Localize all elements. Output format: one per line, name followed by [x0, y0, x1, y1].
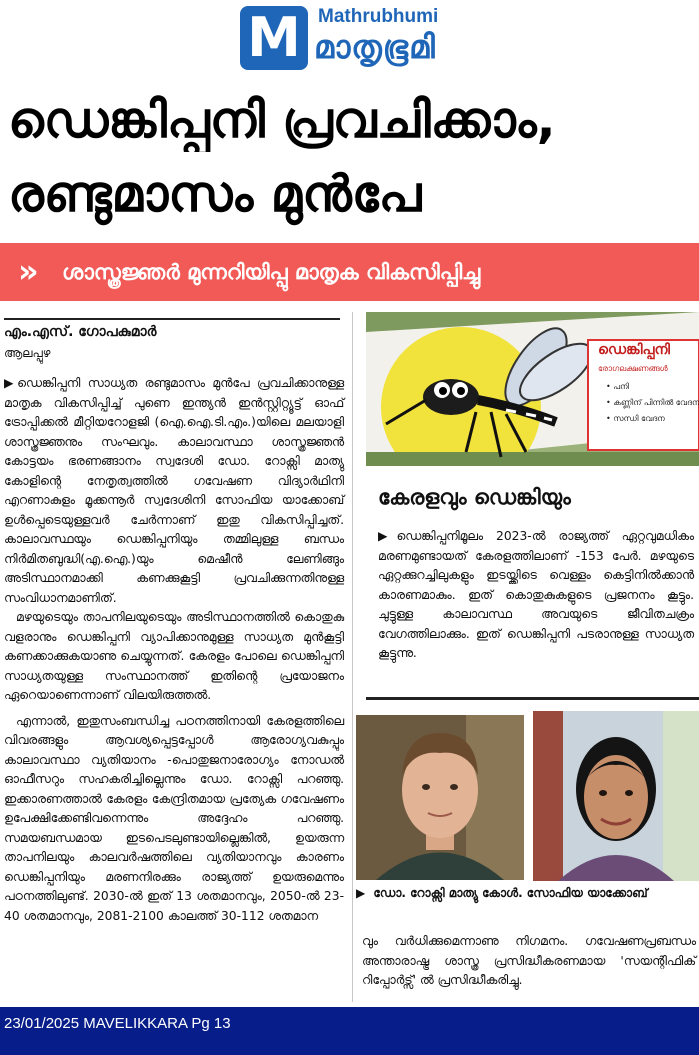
logo-letter: M: [247, 6, 301, 69]
sidebar-title: കേരളവും ഡെങ്കിയും: [378, 485, 571, 509]
photo-caption-text: ഡോ. റോക്സി മാത്യു കോൾ. സോഫിയ യാക്കോബ്: [373, 886, 648, 900]
portrait-sophia-jacob: [533, 711, 699, 881]
masthead: [0, 0, 699, 78]
wall-sign-subtitle: രോഗലക്ഷണങ്ങൾ: [598, 364, 668, 373]
portrait-man-illustration: [356, 715, 524, 880]
footer-bar: [0, 1007, 699, 1055]
article-paragraph-2: മഴയുടെയും താപനിലയുടെയും അടിസ്ഥാനത്തിൽ കൊതുകു വളരാനും ഡെങ്കിപ്പനി വ്യാപിക്കാനുമുള്ള സാധ്യത മുൻകൂട്ടി കണക്കാക്കുകയാണു ചെയ്യുന്നത്. കേരളം പോലെ ഡെങ്കിപ്പനി സാധ്യതയുള്ള സംസ്ഥാനത്ത് ഇതിന്റെ പ്രയോജനം ഏറെയാണെന്നാണ് വിലയിരുത്തൽ.: [4, 610, 344, 702]
article-paragraph-3: എന്നാൽ, ഇതുസംബന്ധിച്ച പഠനത്തിനായി കേരളത്തിലെ വിവരങ്ങളും ആവശ്യപ്പെട്ടപ്പോൾ ആരോഗ്യവകുപ്പും കാലാവസ്ഥാ വ്യതിയാനം -പൊതുജനാരോഗ്യം നോഡൽ ഓഫീസറും സഹകരിച്ചില്ലെന്നും ഡോ. റോക്സി പറഞ്ഞു. ഇക്കാരണത്താൽ കേരളം കേന്ദ്രിതമായ പ്രത്യേക ഗവേഷണം ഉപേക്ഷിക്കേണ്ടിവന്നെന്നും അദ്ദേഹം പറഞ്ഞു. സമയബന്ധമായ ഇടപെടലുണ്ടായില്ലെങ്കിൽ, ഉയരുന്ന താപനിലയും കാലവർഷത്തിലെ വ്യതിയാനവും കാരണം ഡെങ്കിപ്പനിയും മരണനിരക്കും രാജ്യത്ത് ഉയരുമെന്നും പഠനത്തിലുണ്ട്. 2030-ൽ ഇത് 13 ശതമാനവും, 2050-ൽ 23-40 ശതമാനവും, 2081-2100 കാലത്ത് 30-112 ശതമാന: [4, 713, 344, 923]
play-triangle-icon: ▶: [356, 886, 366, 900]
wall-sign-item-1: • പനി: [606, 382, 629, 391]
brand-english: Mathrubhumi: [318, 6, 439, 27]
sidebar-bottom-rule: [366, 697, 699, 700]
article-paragraph-1: ▶ഡെങ്കിപ്പനി സാധ്യത രണ്ടുമാസം മുൻപേ പ്രവചിക്കാനുള്ള മാതൃക വികസിപ്പിച്ച് പുണെ ഇന്ത്യൻ ഇൻസ്റ്റിറ്റ്യൂട്ട് ഓഫ് ട്രോപ്പിക്കൽ മീറ്റിയറോളജി (ഐ.ഐ.ടി.എം.)യിലെ മലയാളി ശാസ്ത്രജ്ഞനും സംഘവും. കാലാവസ്ഥാ ശാസ്ത്രജ്ഞൻ കോട്ടയം ഭരണങ്ങാനം സ്വദേശി ഡോ. റോക്സി മാത്യു കോളിന്റെ നേതൃത്വത്തിൽ ഗവേഷണ വിദ്യാർഥിനി എറണാകുളം മൂക്കന്നൂർ സ്വദേശിനി സോഫിയ യാക്കോബ് ഉൾപ്പെടെയുള്ളവർ ചേർന്നാണ് ഇതു വികസിപ്പിച്ചത്. കാലാവസ്ഥയും ഡെങ്കിപ്പനിയും തമ്മിലുള്ള ബന്ധം നിർമിതബുദ്ധി(എ.ഐ.)യും മെഷീൻ ലേണിങ്ങും അടിസ്ഥാനമാക്കി കണക്കുകൂട്ടി പ്രവചിക്കുന്നതിനുള്ള സംവിധാനമാണിത്.: [4, 376, 344, 605]
column-top-rule: [4, 318, 340, 320]
logo-m-box: [240, 6, 308, 70]
wall-sign-title: ഡെങ്കിപ്പനി: [598, 342, 670, 358]
dateline-place: ആലപ്പുഴ: [4, 346, 51, 360]
footer-edition-text: 23/01/2025 MAVELIKKARA Pg 13: [4, 1015, 231, 1032]
headline-line-2: രണ്ടുമാസം മുൻപേ: [8, 165, 422, 223]
portrait-woman-illustration: [533, 711, 699, 881]
photo-caption: [356, 886, 648, 901]
column-divider: [352, 312, 353, 1002]
double-chevron-right-icon: »: [18, 252, 39, 290]
mosquito-illustration: [366, 312, 699, 466]
subheadline-bar: [0, 243, 699, 301]
portrait-roxy-mathew-koll: [356, 715, 524, 880]
headline-line-1: ഡെങ്കിപ്പനി പ്രവചിക്കാം,: [8, 91, 556, 149]
byline: എം.എസ്. ഗോപകുമാർ: [4, 324, 157, 340]
subheadline-text: ശാസ്ത്രജ്ഞർ മുന്നറിയിപ്പു മാതൃക വികസിപ്പിച്ചു: [62, 260, 481, 284]
brand-malayalam: മാതൃഭൂമി: [314, 28, 436, 66]
article-body: [4, 374, 344, 926]
sidebar-body: ▶ഡെങ്കിപ്പനിമൂലം 2023-ൽ രാജ്യത്ത് ഏറ്റവുമധികം മരണമുണ്ടായത് കേരളത്തിലാണ് -153 പേർ. മഴയുടെ ഏറ്റക്കുറച്ചിലുകളും ഇടയ്ക്കിടെ വെള്ളം കെട്ടിനിൽക്കാൻ കാരണമാകും. ഇത് കൊതുകുകളുടെ പ്രജനനം കൂട്ടും. ചുട്ടുള്ള കാലാവസ്ഥ അവയുടെ ജീവിതചക്രം വേഗത്തിലാക്കും. ഇത് ഡെങ്കിപ്പനി പടരാനുള്ള സാധ്യത കൂട്ടുന്നു.: [378, 529, 694, 660]
wall-sign-item-2: • കണ്ണിന് പിന്നിൽ വേദന: [606, 398, 699, 407]
article-continuation: വും വർധിക്കുമെന്നാണു നിഗമനം. ഗവേഷണപ്രബന്ധം അന്താരാഷ്ട്ര ശാസ്ത്ര പ്രസിദ്ധീകരണമായ 'സയന്റിഫിക് റിപ്പോർട്സ്' ൽ പ്രസിദ്ധീകരിച്ചു.: [362, 934, 696, 987]
mosquito-wall-photo: [366, 312, 699, 466]
wall-sign-item-3: • സന്ധി വേദന: [606, 414, 665, 423]
